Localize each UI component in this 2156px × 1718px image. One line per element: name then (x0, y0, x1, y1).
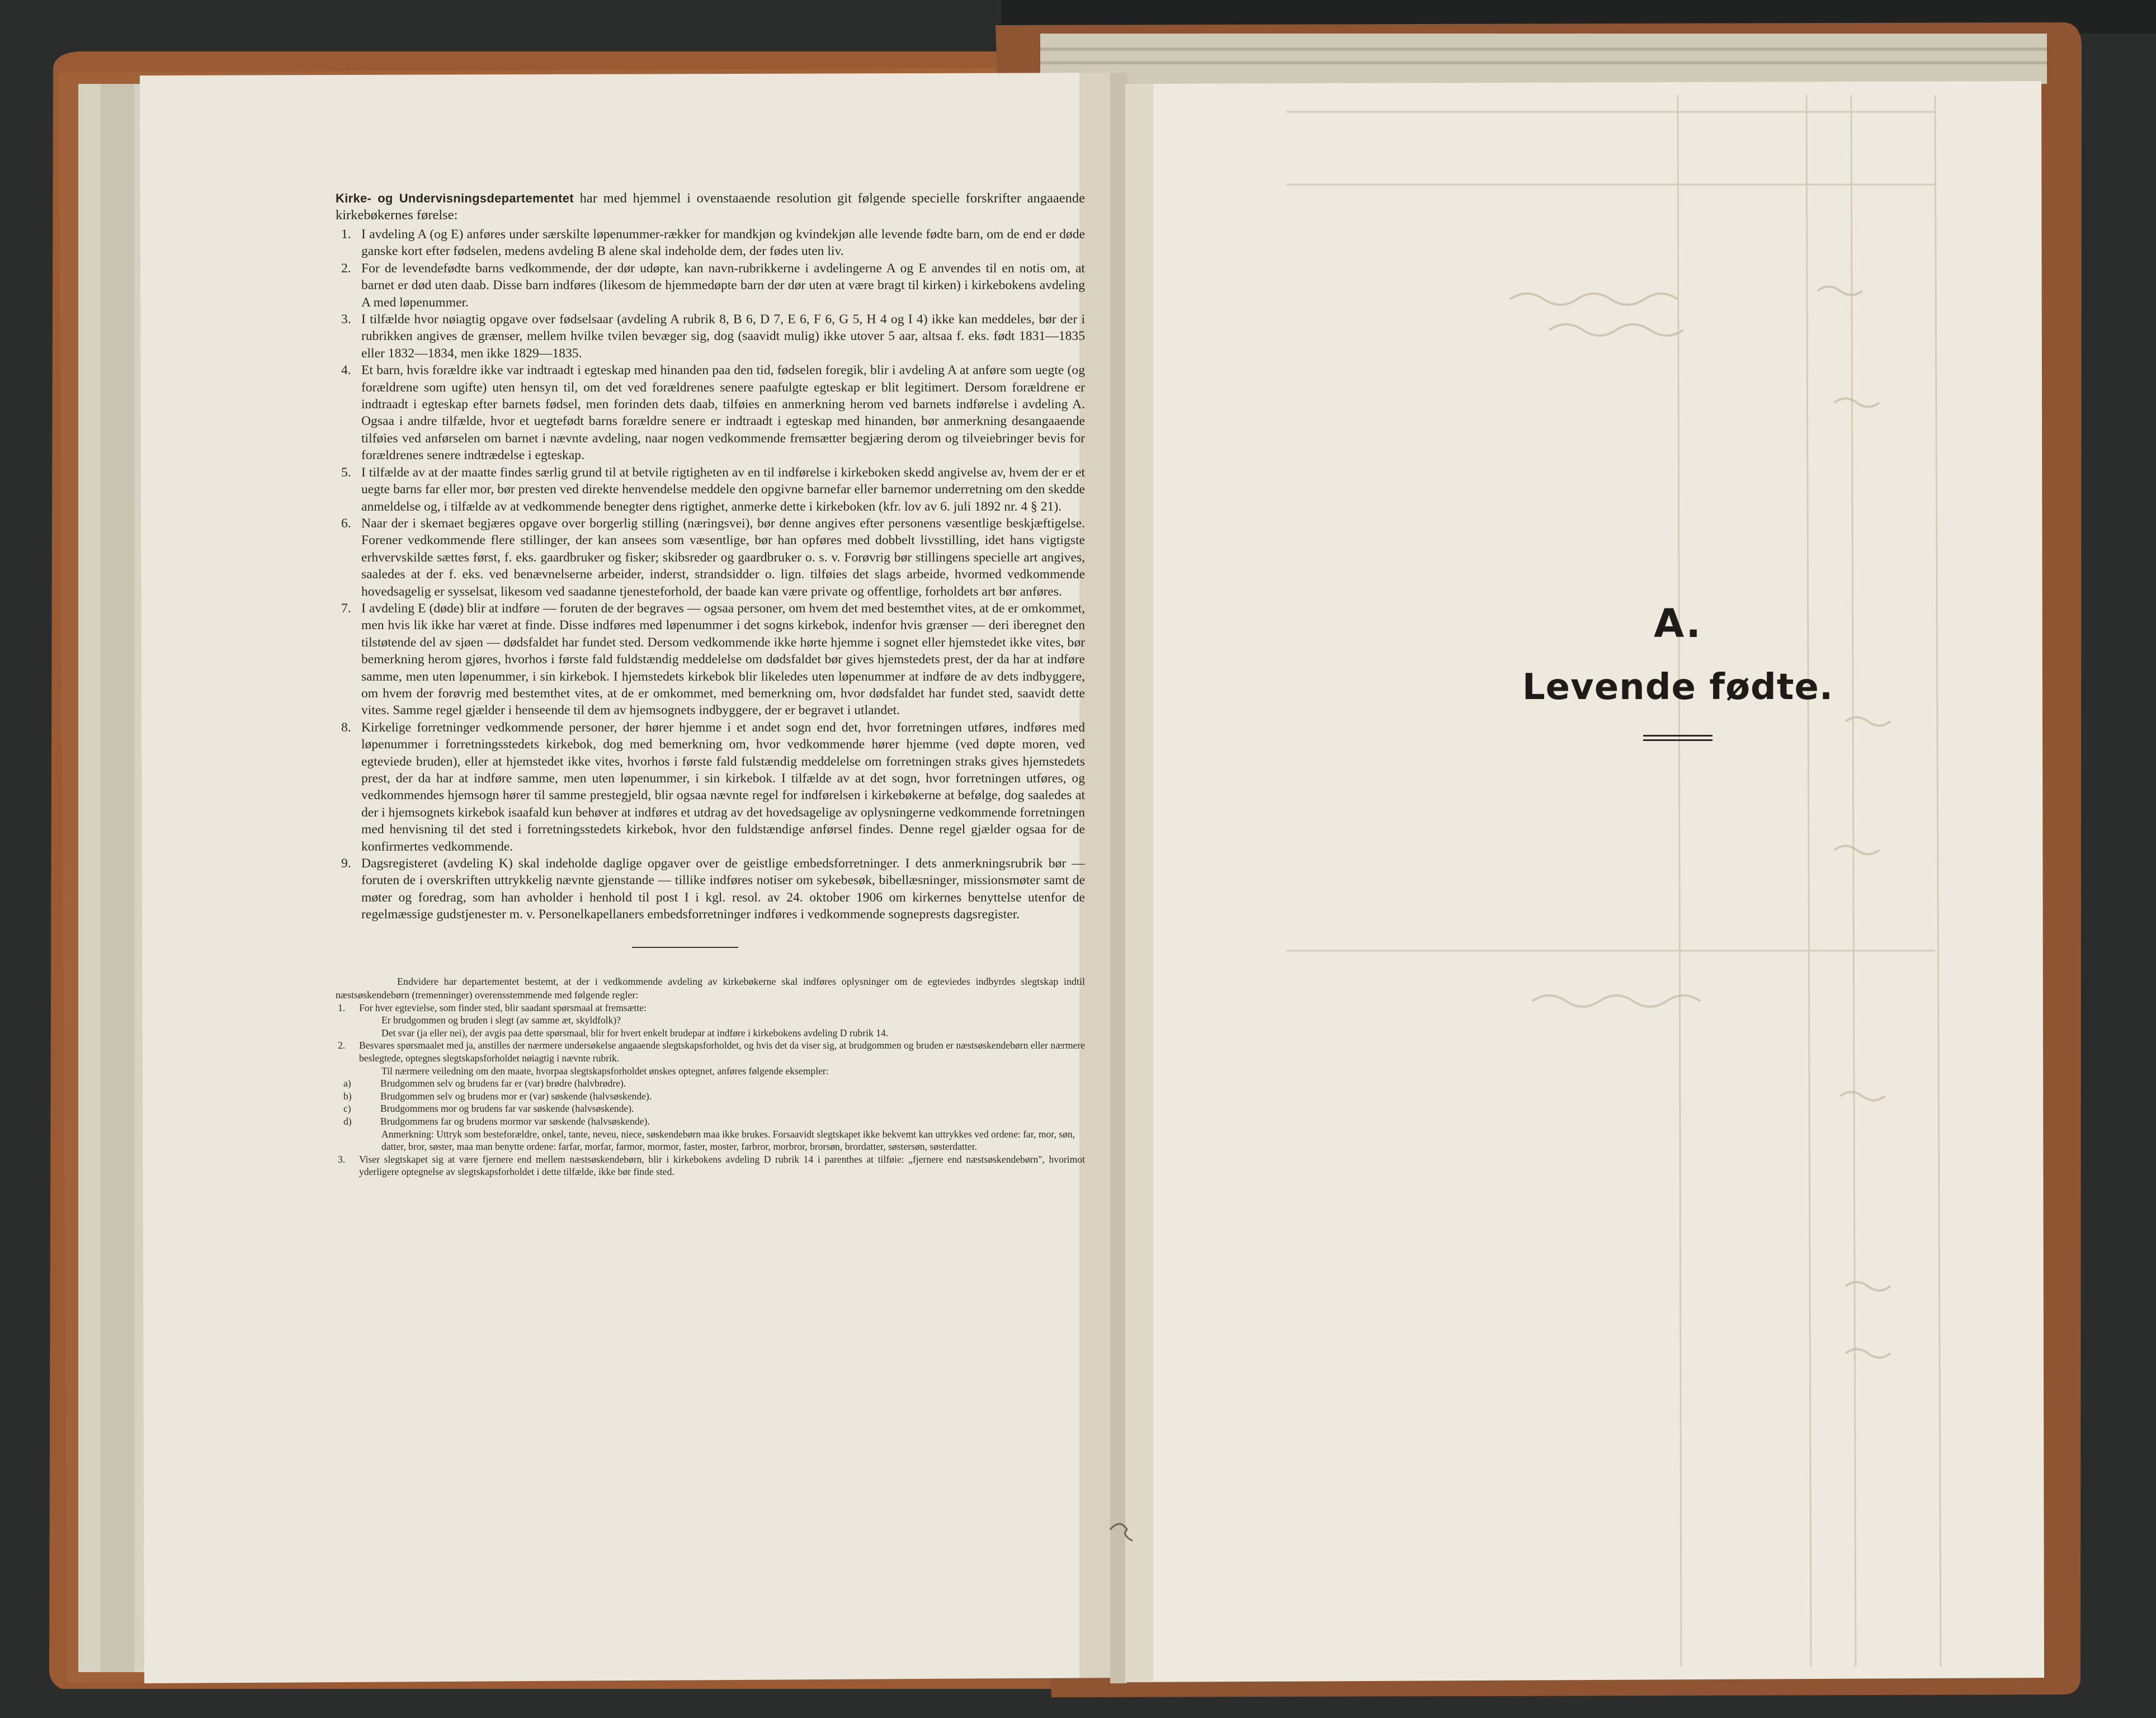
rule-text: I tilfælde av at der maatte findes særlig grund til at betvile rigtigheten av en til indførelse i kirkeboken skedd angivelse av, hvem der er et uegte barns far eller mor, bør presten ved direkte henvendelse meddele den opgivne barnefar eller barnemor underretning om den skedde anmeldelse og, i tilfælde av at vedkommende benegter dens rigtighet, anmerke dette i kirkeboken (kfr. lov av 6. juli 1892 nr. 4 § 21). (361, 465, 1085, 514)
section-title-block (1398, 598, 1957, 741)
example-text: Brudgommens mor og brudens far var søskende (halvsøskende). (380, 1103, 634, 1115)
rule-item (336, 226, 1085, 260)
section-title: Levende fødte. (1522, 667, 1834, 708)
example-text: Brudgommens far og brudens mormor var søskende (halvsøskende). (380, 1116, 650, 1127)
example-label: c) (343, 1103, 351, 1115)
example-item (336, 1102, 1085, 1115)
rule-text: I tilfælde hvor nøiagtig opgave over fødselsaar (avdeling A rubrik 8, B 6, D 7, E 6, F 6, G 5, H 4 og I 4) ikke kan meddeles, bør der i rubrikken angives de grænser, mellem hvilke tvilen bevæger sig, dog (saavidt mulig) ikke utover 5 aar, altsaa f. eks. født 1831—1835 eller 1832—1834, men ikke 1829—1835. (361, 312, 1085, 361)
gutter-shadow-right (1125, 84, 1153, 1682)
addendum-item-number: 3. (338, 1153, 346, 1165)
example-label: d) (343, 1116, 352, 1127)
addendum-guidance: Til nærmere veiledning om den maate, hvorpaa slegtskapsforholdet ønskes optegnet, anføres følgende eksempler: (381, 1065, 829, 1077)
rule-text: I avdeling A (og E) anføres under særskilte løpenummer-rækker for mandkjøn og kvindekjøn alle levende fødte barn, om de end er døde ganske kort efter fødselen, medens avdeling B alene skal indeholde dem, der fødes uten liv. (361, 227, 1085, 259)
addendum-item-number: 1. (338, 1002, 346, 1013)
right-page (1125, 81, 2044, 1682)
rule-number: 1. (341, 227, 351, 242)
rules-list (336, 226, 1085, 923)
left-page-edge-shade (101, 84, 134, 1672)
example-item (336, 1090, 1085, 1103)
addendum-question: Er brudgommen og bruden i slegt (av samme æt, skyldfolk)? (381, 1014, 621, 1026)
example-label: b) (343, 1090, 352, 1102)
example-item (336, 1115, 1085, 1128)
addendum (336, 975, 1085, 1178)
rule-item (336, 311, 1085, 362)
rule-text: For de levendefødte barns vedkommende, der dør udøpte, kan navn-rubrikkerne i avdelingerne A og E anvendes til en notis om, at barnet er død uten daab. Disse barn indføres (likesom de hjemmedøpte barn der dør uten at være bragt til kirken) i kirkebokens avdeling A med løpenummer. (361, 261, 1085, 310)
rule-item (336, 464, 1085, 515)
rule-text: Dagsregisteret (avdeling K) skal indeholde daglige opgaver over de geistlige embedsforretninger. I dets anmerkningsrubrik bør — foruten de i overskriften uttrykkelig nævnte gjenstande — tillike indføres notiser om sykebesøk, bibellæsninger, missionsmøter samt de møter og foredrag, som han avholder i henhold til post I i kgl. resol. av 24. oktober 1906 om kirkernes benyttelse utenfor de regelmæssige gudstjenester m. v. Personelkapellaners embedsforretninger indføres i vedkommende sogneprests dagsregister. (361, 856, 1085, 922)
page-stack-line (1040, 48, 2047, 51)
addendum-item (336, 1039, 1085, 1064)
addendum-item (336, 1002, 1085, 1014)
rule-number: 7. (341, 601, 351, 616)
rule-text: Kirkelige forretninger vedkommende personer, der hører hjemme i et andet sogn end det, hvor forretningen utføres, indføres med løpenummer i forretningsstedets kirkebok, dog med bemerkning om, hvor vedkommende hører hjemme (ved døpte moren, ved egteviede bruden), eller at hjemstedet ikke vites, hvorhos i første fald fulstændig meddelelse om forretningen straks gives hjemstedets prest, der da har at indføre samme, men uten løpenummer, i sin kirkebok. I tilfælde av at det sogn, hvor forretningen utføres, og vedkommendes hjemsogn hører til samme prestegjeld, blir ogsaa nævnte regel for indførelsen i kirkebøkerne at befølge, dog saaledes at der i hjemsognets kirkebok isaafald kun behøver at indføres et utdrag av det hovedsagelige av oplysningerne vedkommende forretningen med henvisning til det sted i forretningsstedets kirkebok, hvor den fuldstændige anførsel findes. Denne regel gjælder ogsaa for de konfirmertes vedkommende. (361, 720, 1085, 854)
left-page-text (336, 190, 1085, 1549)
section-letter: A. (1653, 601, 1702, 646)
gutter (1110, 73, 1127, 1683)
rule-text: Et barn, hvis forældre ikke var indtraadt i egteskap med hinanden paa den tid, fødselen foregik, blir i avdeling A at anføre som uegte (og forældrene som ugifte) uten hensyn til, om det ved forældrenes senere paafulgte egteskap er blit legitimert. Dersom forældrene er indtraadt i egteskap efter barnets fødsel, men forinden dets daab, tilføies en anmerkning herom ved barnets indførelse i avdeling A. Ogsaa i andre tilfælde, hvor et uegtefødt barns forældre senere er indtraadt i egteskap med hinanden, bør anmerkning desangaaende tilføies ved anførselen om barnet i nævnte avdeling, naar nogen vedkommende fremsætter begjæring derom og tilveiebringer bevis for forældrenes senere indtrædelse i egteskap. (361, 363, 1085, 463)
rule-item (336, 719, 1085, 855)
rule-number: 9. (341, 856, 351, 871)
department-heading: Kirke- og Undervisningsdepartementet (336, 191, 574, 205)
rule-number: 4. (341, 363, 351, 378)
intro-text: har med hjemmel i ovenstaaende resolution git følgende specielle forskrifter angaaende kirkebøkernes førelse: (336, 191, 1085, 223)
page-stack-line (1040, 62, 2047, 64)
page-stack-top (1040, 34, 2047, 84)
rule-item (336, 260, 1085, 311)
rule-number: 8. (341, 720, 351, 735)
rule-item (336, 600, 1085, 719)
addendum-answer-note: Det svar (ja eller nei), der avgis paa dette spørsmaal, blir for hvert enkelt brudepar at indføre i kirkebokens avdeling D rubrik 14. (381, 1027, 889, 1039)
addendum-remark: Anmerkning: Uttryk som besteforældre, onkel, tante, neveu, niece, søskendebørn maa ikke brukes. Forsaavidt slegtskapet ikke bekvemt kan uttrykkes ved ordene: far, mor, søn, datter, bror, søster, maa man benytte ordene: farfar, morfar, farmor, mormor, faster, moster, farbror, morbror, brorsøn, brordatter, søstersøn, søsterdatter. (381, 1128, 1075, 1153)
addendum-item (336, 1153, 1085, 1178)
addendum-item-text: Viser slegtskapet sig at være fjernere end mellem næstsøskendebørn, blir i kirkebokens avdeling D rubrik 14 i parenthes at tilføie: „fjernere end næstsøskendebørn", hvorimot yderligere optegnelse av slegtskapsforholdet i dette tilfælde, ikke bør finde sted. (359, 1153, 1085, 1178)
rule-item (336, 362, 1085, 464)
example-label: a) (343, 1078, 351, 1089)
rule-item (336, 515, 1085, 600)
rule-number: 2. (341, 261, 351, 276)
rule-number: 3. (341, 312, 351, 327)
addendum-item-text: For hver egtevielse, som finder sted, blir saadant spørsmaal at fremsætte: (359, 1002, 647, 1013)
title-double-rule (1643, 735, 1712, 741)
example-item (336, 1077, 1085, 1090)
rule-text: Naar der i skemaet begjæres opgave over borgerlig stilling (næringsvei), bør denne angives efter personens væsentlige beskjæftigelse. Forener vedkommende flere stillinger, der kan ansees som væsentlige, bør han opføres med dobbelt livsstilling, idet hans vigtigste erhvervskilde sættes først, f. eks. gaardbruker og fisker; skibsreder og gaardbruker o. s. v. Forøvrig bør stillingens specielle art angives, saaledes at der f. eks. ved benævnelserne arbeider, inderst, strandsidder o. lign. tilføies det slags arbeide, hvormed vedkommende hovedsagelig er sysselsat, likesom ved saadanne tjenesteforhold, der baade kan være private og offentlige, forholdets art bør anføres. (361, 516, 1085, 599)
example-text: Brudgommen selv og brudens far er (var) brødre (halvbrødre). (380, 1078, 626, 1089)
example-text: Brudgommen selv og brudens mor er (var) søskende (halvsøskende). (380, 1090, 652, 1102)
rule-item (336, 855, 1085, 923)
addendum-intro: Endvidere har departementet bestemt, at der i vedkommende avdeling av kirkebøkerne skal indføres oplysninger om de egteviedes indbyrdes slegtskap indtil næstsøskendebørn (tremenninger) overensstemmende med følgende regler: (336, 975, 1085, 1000)
rule-number: 5. (341, 465, 351, 480)
rule-text: I avdeling E (døde) blir at indføre — foruten de der begraves — ogsaa personer, om hvem det med bestemthet vites, at de er omkommet, men hvis lik ikke har været at finde. Disse indføres med løpenummer i det sogns kirkebok, indenfor hvis grænser — deri iberegnet den tilstøtende del av sjøen — dødsfaldet har fundet sted. Dersom vedkommende ikke hørte hjemme i sognet eller hjemstedet ikke vites, bør bemerkning herom gjøres, hvorhos i første fald fuldstændig meddelelse om dødsfaldet bør gives hjemstedets prest, der da har at indføre samme, men uten løpenummer, i sin kirkebok. I hjemstedets kirkebok blir likeledes uten løpenummer at indføre de av dets indbyggere, om hvem der forøvrig med bestemthet vites, at de er omkommet, med bemerkning om, hvor dødsfaldet har fundet sted, saavidt dette vites. Samme regel gjælder i henseende til dem av hjemsognets indbyggere, der er begravet i utlandet. (361, 601, 1085, 718)
rule-number: 6. (341, 516, 351, 531)
addendum-item-number: 2. (338, 1040, 346, 1051)
intro-paragraph (336, 190, 1085, 224)
addendum-item-text: Besvares spørsmaalet med ja, anstilles der nærmere undersøkelse angaaende slegtskapsforholdet, og hvis det da viser sig, at brudgommen og bruden er næstsøskendebørn eller nærmere beslegtede, optegnes slegtskapsforholdet nøiagtig i nævnte rubrik. (359, 1040, 1085, 1064)
section-divider (632, 947, 738, 948)
